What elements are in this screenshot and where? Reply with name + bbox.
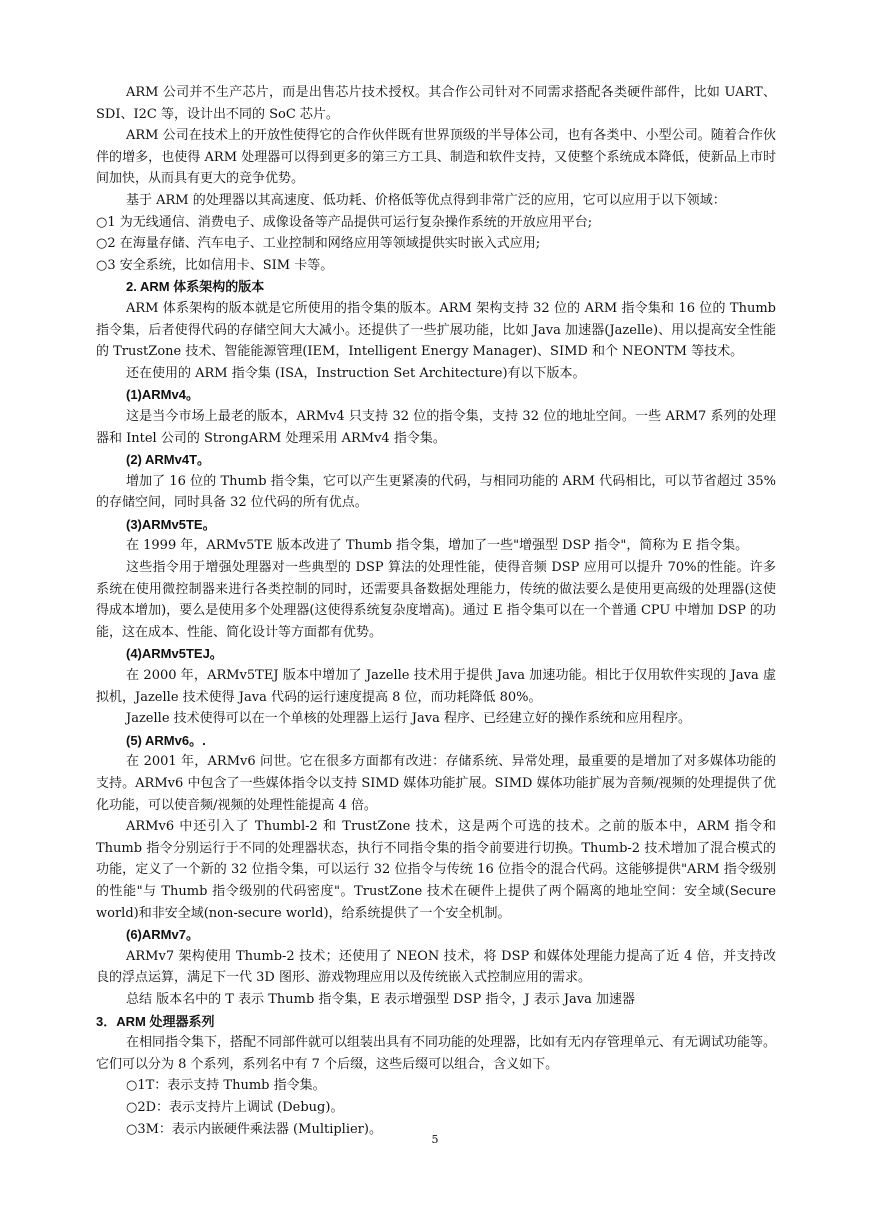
paragraph: 在 2000 年，ARMv5TEJ 版本中增加了 Jazelle 技术用于提供 Java 加速功能。相比于仅用软件实现的 Java 虚拟机，Jazelle 技术使得 Java 代码的运行速度提高 8 位，而功耗降低 80%。 — [96, 668, 776, 705]
paragraph: 在 2001 年，ARMv6 问世。它在很多方面都有改进：存储系统、异常处理，最重要的是增加了对多媒体功能的支持。ARMv6 中包含了一些媒体指令以支持 SIMD 媒体功能扩展。SIMD 媒体功能扩展为音频/视频的处理提供了优化功能，可以使音频/视频的处理性能提高 4 倍。 — [96, 754, 776, 813]
section-heading: (4)ARMv5TEJ。 — [126, 646, 223, 662]
section-heading: (2) ARMv4T。 — [126, 452, 211, 468]
paragraph: ARMv7 架构使用 Thumb-2 技术；还使用了 NEON 技术，将 DSP 和媒体处理能力提高了近 4 倍，并支持改良的浮点运算，满足下一代 3D 图形、游戏物理应用以及传统嵌入式控制应用的需求。 — [96, 948, 776, 986]
paragraph: ARM 公司并不生产芯片，而是出售芯片技术授权。其合作公司针对不同需求搭配各类硬件部件，比如 UART、SDI、I2C 等，设计出不同的 SoC 芯片。 — [96, 85, 776, 122]
paragraph: ○3M：表示内嵌硬件乘法器 (Multiplier)。 — [126, 1121, 382, 1137]
paragraph: ○2D：表示支持片上调试 (Debug)。 — [126, 1099, 344, 1115]
paragraph: 基于 ARM 的处理器以其高速度、低功耗、价格低等优点得到非常广泛的应用，它可以应用于以下领域： — [126, 192, 726, 208]
paragraph: ○3 安全系统，比如信用卡、SIM 卡等。 — [96, 257, 334, 273]
paragraph: ○1 为无线通信、消费电子、成像设备等产品提供可运行复杂操作系统的开放应用平台; — [96, 214, 593, 230]
document-body — [96, 82, 776, 1140]
paragraph: 总结 版本名中的 T 表示 Thumb 指令集，E 表示增强型 DSP 指令，J 表示 Java 加速器 — [126, 991, 636, 1007]
paragraph: 还在使用的 ARM 指令集 (ISA，Instruction Set Architecture)有以下版本。 — [126, 365, 586, 381]
paragraph: 这是当今市场上最老的版本，ARMv4 只支持 32 位的指令集，支持 32 位的地址空间。一些 ARM7 系列的处理器和 Intel 公司的 StrongARM 处理采用 ARMv4 指令集。 — [96, 408, 776, 446]
section-heading: 2. ARM 体系架构的版本 — [126, 279, 265, 295]
section-heading: (1)ARMv4。 — [126, 387, 199, 403]
section-heading: (6)ARMv7。 — [126, 927, 199, 943]
section-heading: (5) ARMv6。. — [126, 732, 206, 748]
paragraph: ○2 在海量存储、汽车电子、工业控制和网络应用等领域提供实时嵌入式应用; — [96, 236, 541, 252]
section-heading: (3)ARMv5TE。 — [126, 516, 216, 532]
paragraph: ARM 公司在技术上的开放性使得它的合作伙伴既有世界顶级的半导体公司，也有各类中、小型公司。随着合作伙伴的增多，也使得 ARM 处理器可以得到更多的第三方工具、制造和软件支持，又使整个系统成本降低，使新品上市时间加快，从而具有更大的竞争优势。 — [96, 128, 776, 187]
paragraph: 增加了 16 位的 Thumb 指令集，它可以产生更紧凑的代码，与相同功能的 ARM 代码相比，可以节省超过 35%的存储空间，同时具备 32 位代码的所有优点。 — [96, 473, 776, 511]
paragraph: Jazelle 技术使得可以在一个单核的处理器上运行 Java 程序、已经建立好的操作系统和应用程序。 — [126, 711, 691, 727]
paragraph: 在 1999 年，ARMv5TE 版本改进了 Thumb 指令集，增加了一些"增强型 DSP 指令"，简称为 E 指令集。 — [126, 538, 749, 554]
page-number: 5 — [431, 1133, 439, 1146]
paragraph: ○1T：表示支持 Thumb 指令集。 — [126, 1078, 326, 1094]
paragraph: ARMv6 中还引入了 Thumbl-2 和 TrustZone 技术，这是两个可选的技术。之前的版本中，ARM 指令和 Thumb 指令分别运行于不同的处理器状态，执行不同指令集的指令前要进行切换。Thumb-2 技术增加了混合模式的功能，定义了一个新的 32 位指令集，可以运行 32 位指令与传统 16 位指令的混合代码。这能够提供"ARM 指令级别的性能"与 Thumb 指令级别的代码密度"。TrustZone 技术在硬件上提供了两个隔离的地址空间：安全域(Secure world)和非安全域(non-secure world)，给系统提供了一个安全机制。 — [96, 819, 776, 921]
paragraph: ARM 体系架构的版本就是它所使用的指令集的版本。ARM 架构支持 32 位的 ARM 指令集和 16 位的 Thumb 指令集，后者使得代码的存储空间大大减小。还提供了一些扩展功能，比如 Java 加速器(Jazelle)、用以提高安全性能的 TrustZone 技术、智能能源管理(IEM，Intelligent Energy Manager)、SIMD 和个 NEONTM 等技术。 — [96, 300, 776, 360]
paragraph: 在相同指令集下，搭配不同部件就可以组装出具有不同功能的处理器，比如有无内存管理单元、有无调试功能等。它们可以分为 8 个系列，系列名中有 7 个后缀，这些后缀可以组合，含义如下。 — [96, 1035, 777, 1072]
section-heading: 3．ARM 处理器系列 — [96, 1013, 215, 1029]
paragraph: 这些指令用于增强处理器对一些典型的 DSP 算法的处理性能，使得音频 DSP 应用可以提升 70%的性能。许多系统在使用微控制器来进行各类控制的同时，还需要具备数据处理能力，传统的做法要么是使用更高级的处理器(这使得成本增加)，要么是使用多个处理器(这使得系统复杂度增高)。通过 E 指令集可以在一个普通 CPU 中增加 DSP 的功能，这在成本、性能、简化设计等方面都有优势。 — [96, 560, 776, 640]
